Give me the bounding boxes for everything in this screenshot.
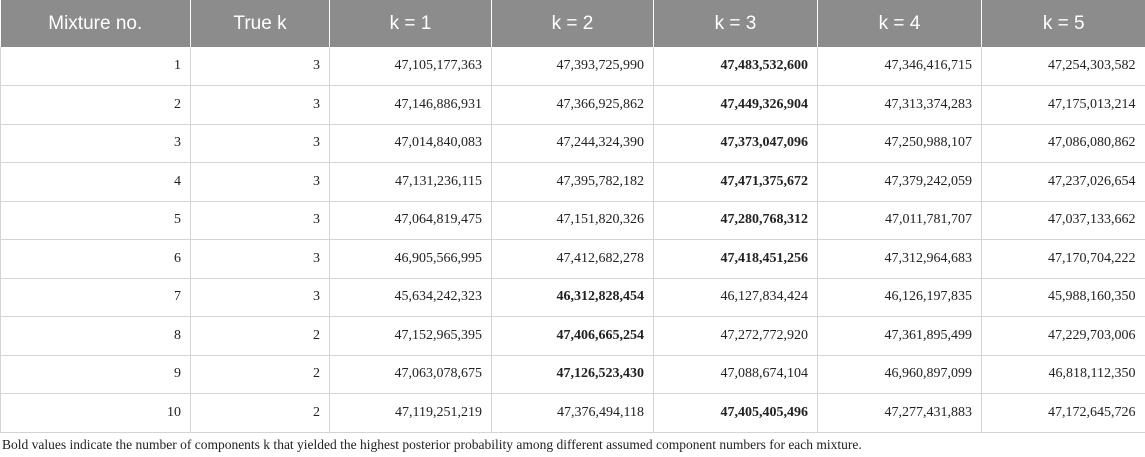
table-cell: 46,818,112,350 <box>982 355 1145 394</box>
table-header <box>1 0 1145 47</box>
table-cell: 47,086,080,862 <box>982 124 1145 163</box>
table-cell: 47,011,781,707 <box>818 201 982 240</box>
header-k5: k = 5 <box>1042 12 1085 34</box>
header-k2: k = 2 <box>492 0 654 47</box>
table-cell: 2 <box>191 317 330 356</box>
table-cell: 47,151,820,326 <box>492 201 654 240</box>
table-cell: 47,379,242,059 <box>818 163 982 202</box>
table-row <box>1 163 1145 202</box>
table-cell: 47,244,324,390 <box>492 124 654 163</box>
table-cell: 3 <box>191 86 330 125</box>
table-cell: 47,272,772,920 <box>654 317 818 356</box>
table-cell: 47,119,251,219 <box>330 394 492 433</box>
header-k1: k = 1 <box>330 0 492 47</box>
table-cell: 47,280,768,312 <box>654 201 818 240</box>
table-cell: 47,376,494,118 <box>492 394 654 433</box>
header-mixture-no: Mixture no. <box>1 0 191 47</box>
table-cell: 9 <box>1 355 191 394</box>
table-cell: 47,105,177,363 <box>330 47 492 86</box>
header-k3: k = 3 <box>654 0 818 47</box>
table-cell: 47,395,782,182 <box>492 163 654 202</box>
header-true-k: True k <box>191 0 330 47</box>
table-cell: 46,126,197,835 <box>818 278 982 317</box>
table-row <box>1 124 1145 163</box>
table-cell: 3 <box>191 201 330 240</box>
table-cell: 47,449,326,904 <box>654 86 818 125</box>
table-cell: 47,172,645,726 <box>982 394 1145 433</box>
table-cell: 45,988,160,350 <box>982 278 1145 317</box>
table-cell: 47,250,988,107 <box>818 124 982 163</box>
table-cell: 47,088,674,104 <box>654 355 818 394</box>
table-cell: 46,312,828,454 <box>492 278 654 317</box>
table-cell: 45,634,242,323 <box>330 278 492 317</box>
table-cell: 47,346,416,715 <box>818 47 982 86</box>
table-cell: 3 <box>191 47 330 86</box>
table-cell: 3 <box>191 124 330 163</box>
header-k4: k = 4 <box>818 0 982 47</box>
table-cell: 7 <box>1 278 191 317</box>
table-cell: 3 <box>191 240 330 279</box>
table-cell: 6 <box>1 240 191 279</box>
table-cell: 2 <box>191 355 330 394</box>
table-row <box>1 47 1145 86</box>
table-cell: 47,170,704,222 <box>982 240 1145 279</box>
table-cell: 47,412,682,278 <box>492 240 654 279</box>
table-cell: 47,152,965,395 <box>330 317 492 356</box>
table-cell: 47,312,964,683 <box>818 240 982 279</box>
table-cell: 47,418,451,256 <box>654 240 818 279</box>
table-cell: 5 <box>1 201 191 240</box>
table-cell: 46,127,834,424 <box>654 278 818 317</box>
table-cell: 47,361,895,499 <box>818 317 982 356</box>
table-cell: 47,483,532,600 <box>654 47 818 86</box>
header-row <box>1 0 1145 47</box>
table-cell: 47,366,925,862 <box>492 86 654 125</box>
table-cell: 47,064,819,475 <box>330 201 492 240</box>
table-cell: 4 <box>1 163 191 202</box>
table-cell: 47,037,133,662 <box>982 201 1145 240</box>
table-row <box>1 201 1145 240</box>
table-cell: 47,126,523,430 <box>492 355 654 394</box>
table-cell: 47,393,725,990 <box>492 47 654 86</box>
table-row <box>1 394 1145 433</box>
table-cell: 8 <box>1 317 191 356</box>
table-body <box>1 47 1145 432</box>
table-cell: 3 <box>1 124 191 163</box>
table-cell: 47,063,078,675 <box>330 355 492 394</box>
table-cell: 47,237,026,654 <box>982 163 1145 202</box>
table-row <box>1 86 1145 125</box>
table-cell: 47,313,374,283 <box>818 86 982 125</box>
table-cell: 47,229,703,006 <box>982 317 1145 356</box>
table-cell: 47,373,047,096 <box>654 124 818 163</box>
table-cell: 46,905,566,995 <box>330 240 492 279</box>
table-cell: 2 <box>191 394 330 433</box>
table-cell: 47,254,303,582 <box>982 47 1145 86</box>
table-cell: 3 <box>191 278 330 317</box>
table-cell: 2 <box>1 86 191 125</box>
table-footnote: Bold values indicate the number of components k that yielded the highest posterior probability among different assumed component numbers for each mixture. <box>2 437 862 452</box>
table-cell: 47,175,013,214 <box>982 86 1145 125</box>
table-cell: 1 <box>1 47 191 86</box>
table-cell: 47,406,665,254 <box>492 317 654 356</box>
table-cell: 47,146,886,931 <box>330 86 492 125</box>
table-row <box>1 355 1145 394</box>
table-cell: 47,131,236,115 <box>330 163 492 202</box>
table-cell: 46,960,897,099 <box>818 355 982 394</box>
table-cell: 3 <box>191 163 330 202</box>
table-row <box>1 317 1145 356</box>
table-cell: 47,471,375,672 <box>654 163 818 202</box>
table-cell: 47,014,840,083 <box>330 124 492 163</box>
table-cell: 47,277,431,883 <box>818 394 982 433</box>
table-cell: 10 <box>1 394 191 433</box>
table-cell: 47,405,405,496 <box>654 394 818 433</box>
table-row <box>1 278 1145 317</box>
table-row <box>1 240 1145 279</box>
